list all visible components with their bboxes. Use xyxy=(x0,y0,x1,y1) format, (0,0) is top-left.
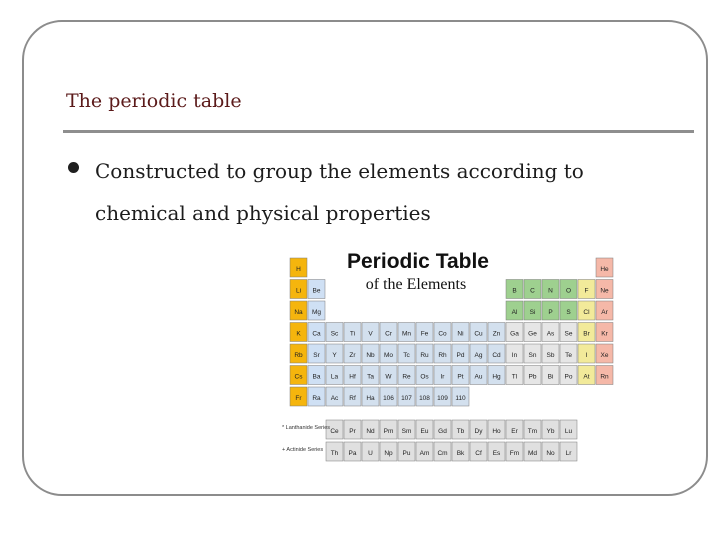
element-symbol: Ar xyxy=(601,309,608,316)
element-symbol: Rn xyxy=(600,373,609,381)
element-symbol: K xyxy=(296,330,301,338)
actinide-label: + Actinide Series xyxy=(282,447,324,453)
element-symbol: Br xyxy=(583,330,590,338)
rare-earth-symbol: Am xyxy=(419,450,430,457)
element-symbol: Ga xyxy=(510,330,519,338)
element-symbol: Ra xyxy=(312,395,321,402)
element-symbol: 110 xyxy=(455,395,466,402)
element-symbol: Pb xyxy=(528,373,537,381)
element-symbol: Sb xyxy=(546,352,555,359)
element-symbol: I xyxy=(585,352,588,359)
rare-earth-symbol: Nd xyxy=(366,428,375,435)
element-symbol: F xyxy=(584,287,589,295)
element-symbol: Cl xyxy=(583,309,590,316)
element-symbol: V xyxy=(368,330,373,338)
bullet-line-2: chemical and physical properties xyxy=(95,201,431,225)
element-symbol: P xyxy=(548,309,553,316)
rare-earth-symbol: Yb xyxy=(546,428,555,435)
rare-earth-symbol: Pu xyxy=(402,450,411,457)
element-symbol: Re xyxy=(402,373,411,381)
element-symbol: Ca xyxy=(312,330,321,338)
element-symbol: 107 xyxy=(401,395,412,402)
rare-earth-symbol: Sm xyxy=(401,428,412,435)
element-symbol: Tc xyxy=(403,352,410,359)
element-symbol: Ru xyxy=(420,352,429,359)
rare-earth-symbol: Er xyxy=(511,428,518,435)
rare-earth-symbol: Ho xyxy=(492,428,501,435)
rare-earth-symbol: Cf xyxy=(475,450,482,457)
element-symbol: Ta xyxy=(367,373,374,381)
element-symbol: Hf xyxy=(349,373,356,381)
element-symbol: Sn xyxy=(528,352,537,359)
rare-earth-symbol: Lr xyxy=(565,450,572,457)
element-symbol: Kr xyxy=(601,330,608,338)
element-symbol: Zr xyxy=(349,352,356,359)
element-symbol: Xe xyxy=(600,352,609,359)
element-symbol: Cu xyxy=(474,330,483,338)
element-symbol: La xyxy=(330,373,339,381)
element-symbol: Rf xyxy=(349,395,356,402)
element-symbol: Ha xyxy=(366,395,375,402)
element-symbol: B xyxy=(512,287,517,295)
element-symbol: Sr xyxy=(313,352,320,359)
element-symbol: Cd xyxy=(492,352,501,359)
element-symbol: Ti xyxy=(349,330,356,338)
element-symbol: Si xyxy=(529,309,536,316)
element-symbol: Ge xyxy=(528,330,537,338)
element-symbol: Y xyxy=(332,352,337,359)
element-symbol: Ac xyxy=(330,395,339,402)
element-symbol: Se xyxy=(564,330,573,338)
element-symbol: 108 xyxy=(419,395,430,402)
element-symbol: Hg xyxy=(492,373,501,381)
rare-earth-symbol: Np xyxy=(384,450,393,457)
element-symbol: At xyxy=(583,373,590,381)
element-symbol: Na xyxy=(294,309,303,316)
element-symbol: O xyxy=(565,287,572,295)
element-symbol: Cr xyxy=(385,330,392,338)
rare-earth-symbol: Eu xyxy=(420,428,429,435)
slide-title: The periodic table xyxy=(66,90,242,112)
element-symbol: Co xyxy=(438,330,447,338)
rare-earth-symbol: Th xyxy=(330,450,339,457)
element-symbol: Rh xyxy=(438,352,447,359)
rare-earth-symbol: Md xyxy=(527,450,538,457)
element-symbol: As xyxy=(546,330,555,338)
rare-earth-symbol: Lu xyxy=(564,428,573,435)
rare-earth-symbol: Gd xyxy=(438,428,447,435)
periodic-table-subheading: of the Elements xyxy=(365,276,467,293)
periodic-table-image xyxy=(270,240,618,466)
element-symbol: Fe xyxy=(420,330,429,338)
rare-earth-symbol: U xyxy=(368,450,373,457)
element-symbol: In xyxy=(511,352,518,359)
element-symbol: Rb xyxy=(294,352,303,359)
element-symbol: He xyxy=(600,266,609,273)
element-symbol: Fr xyxy=(295,395,302,402)
element-symbol: C xyxy=(530,287,535,295)
rare-earth-symbol: Pa xyxy=(348,450,357,457)
element-symbol: Bi xyxy=(547,373,554,381)
element-symbol: S xyxy=(566,309,571,316)
periodic-table-heading: Periodic Table xyxy=(347,250,489,273)
element-symbol: Sc xyxy=(330,330,339,338)
element-symbol: Tl xyxy=(511,373,518,381)
element-symbol: Nb xyxy=(366,352,375,359)
element-symbol: N xyxy=(548,287,553,295)
element-symbol: 106 xyxy=(383,395,394,402)
element-symbol: Cs xyxy=(294,373,303,381)
element-symbol: Ni xyxy=(457,330,464,338)
rare-earth-symbol: Bk xyxy=(456,450,465,457)
element-symbol: W xyxy=(385,373,392,381)
rare-earth-symbol: Ce xyxy=(330,428,339,435)
element-symbol: Pt xyxy=(457,373,464,381)
rare-earth-symbol: Dy xyxy=(474,428,483,435)
element-symbol: Au xyxy=(474,373,483,381)
bullet-line-1: Constructed to group the elements according to xyxy=(95,159,584,183)
element-symbol: Po xyxy=(564,373,573,381)
rare-earth-symbol: Pr xyxy=(349,428,356,435)
element-symbol: Mo xyxy=(383,352,394,359)
element-symbol: Li xyxy=(295,287,302,295)
element-symbol: Te xyxy=(565,352,572,359)
rare-earth-symbol: No xyxy=(546,450,555,457)
bullet-icon xyxy=(68,162,79,173)
element-symbol: Ag xyxy=(474,352,483,359)
rare-earth-symbol: Fm xyxy=(509,450,520,457)
title-divider xyxy=(63,130,694,133)
bullet-text xyxy=(95,150,615,234)
element-symbol: Be xyxy=(312,287,321,295)
element-symbol: Os xyxy=(420,373,429,381)
rare-earth-symbol: Tm xyxy=(527,428,538,435)
rare-earth-symbol: Tb xyxy=(456,428,465,435)
element-symbol: Mg xyxy=(311,309,322,316)
element-symbol: 109 xyxy=(437,395,448,402)
element-symbol: Zn xyxy=(492,330,501,338)
element-symbol: Ir xyxy=(440,373,445,381)
element-symbol: Al xyxy=(511,309,518,316)
element-symbol: Ba xyxy=(312,373,321,381)
rare-earth-symbol: Cm xyxy=(437,450,448,457)
element-symbol: Ne xyxy=(600,287,609,295)
element-symbol: H xyxy=(296,266,301,273)
rare-earth-symbol: Es xyxy=(492,450,501,457)
rare-earth-symbol: Pm xyxy=(383,428,394,435)
lanthanide-label: * Lanthanide Series xyxy=(282,425,331,431)
element-symbol: Pd xyxy=(456,352,465,359)
element-symbol: Mn xyxy=(401,330,412,338)
